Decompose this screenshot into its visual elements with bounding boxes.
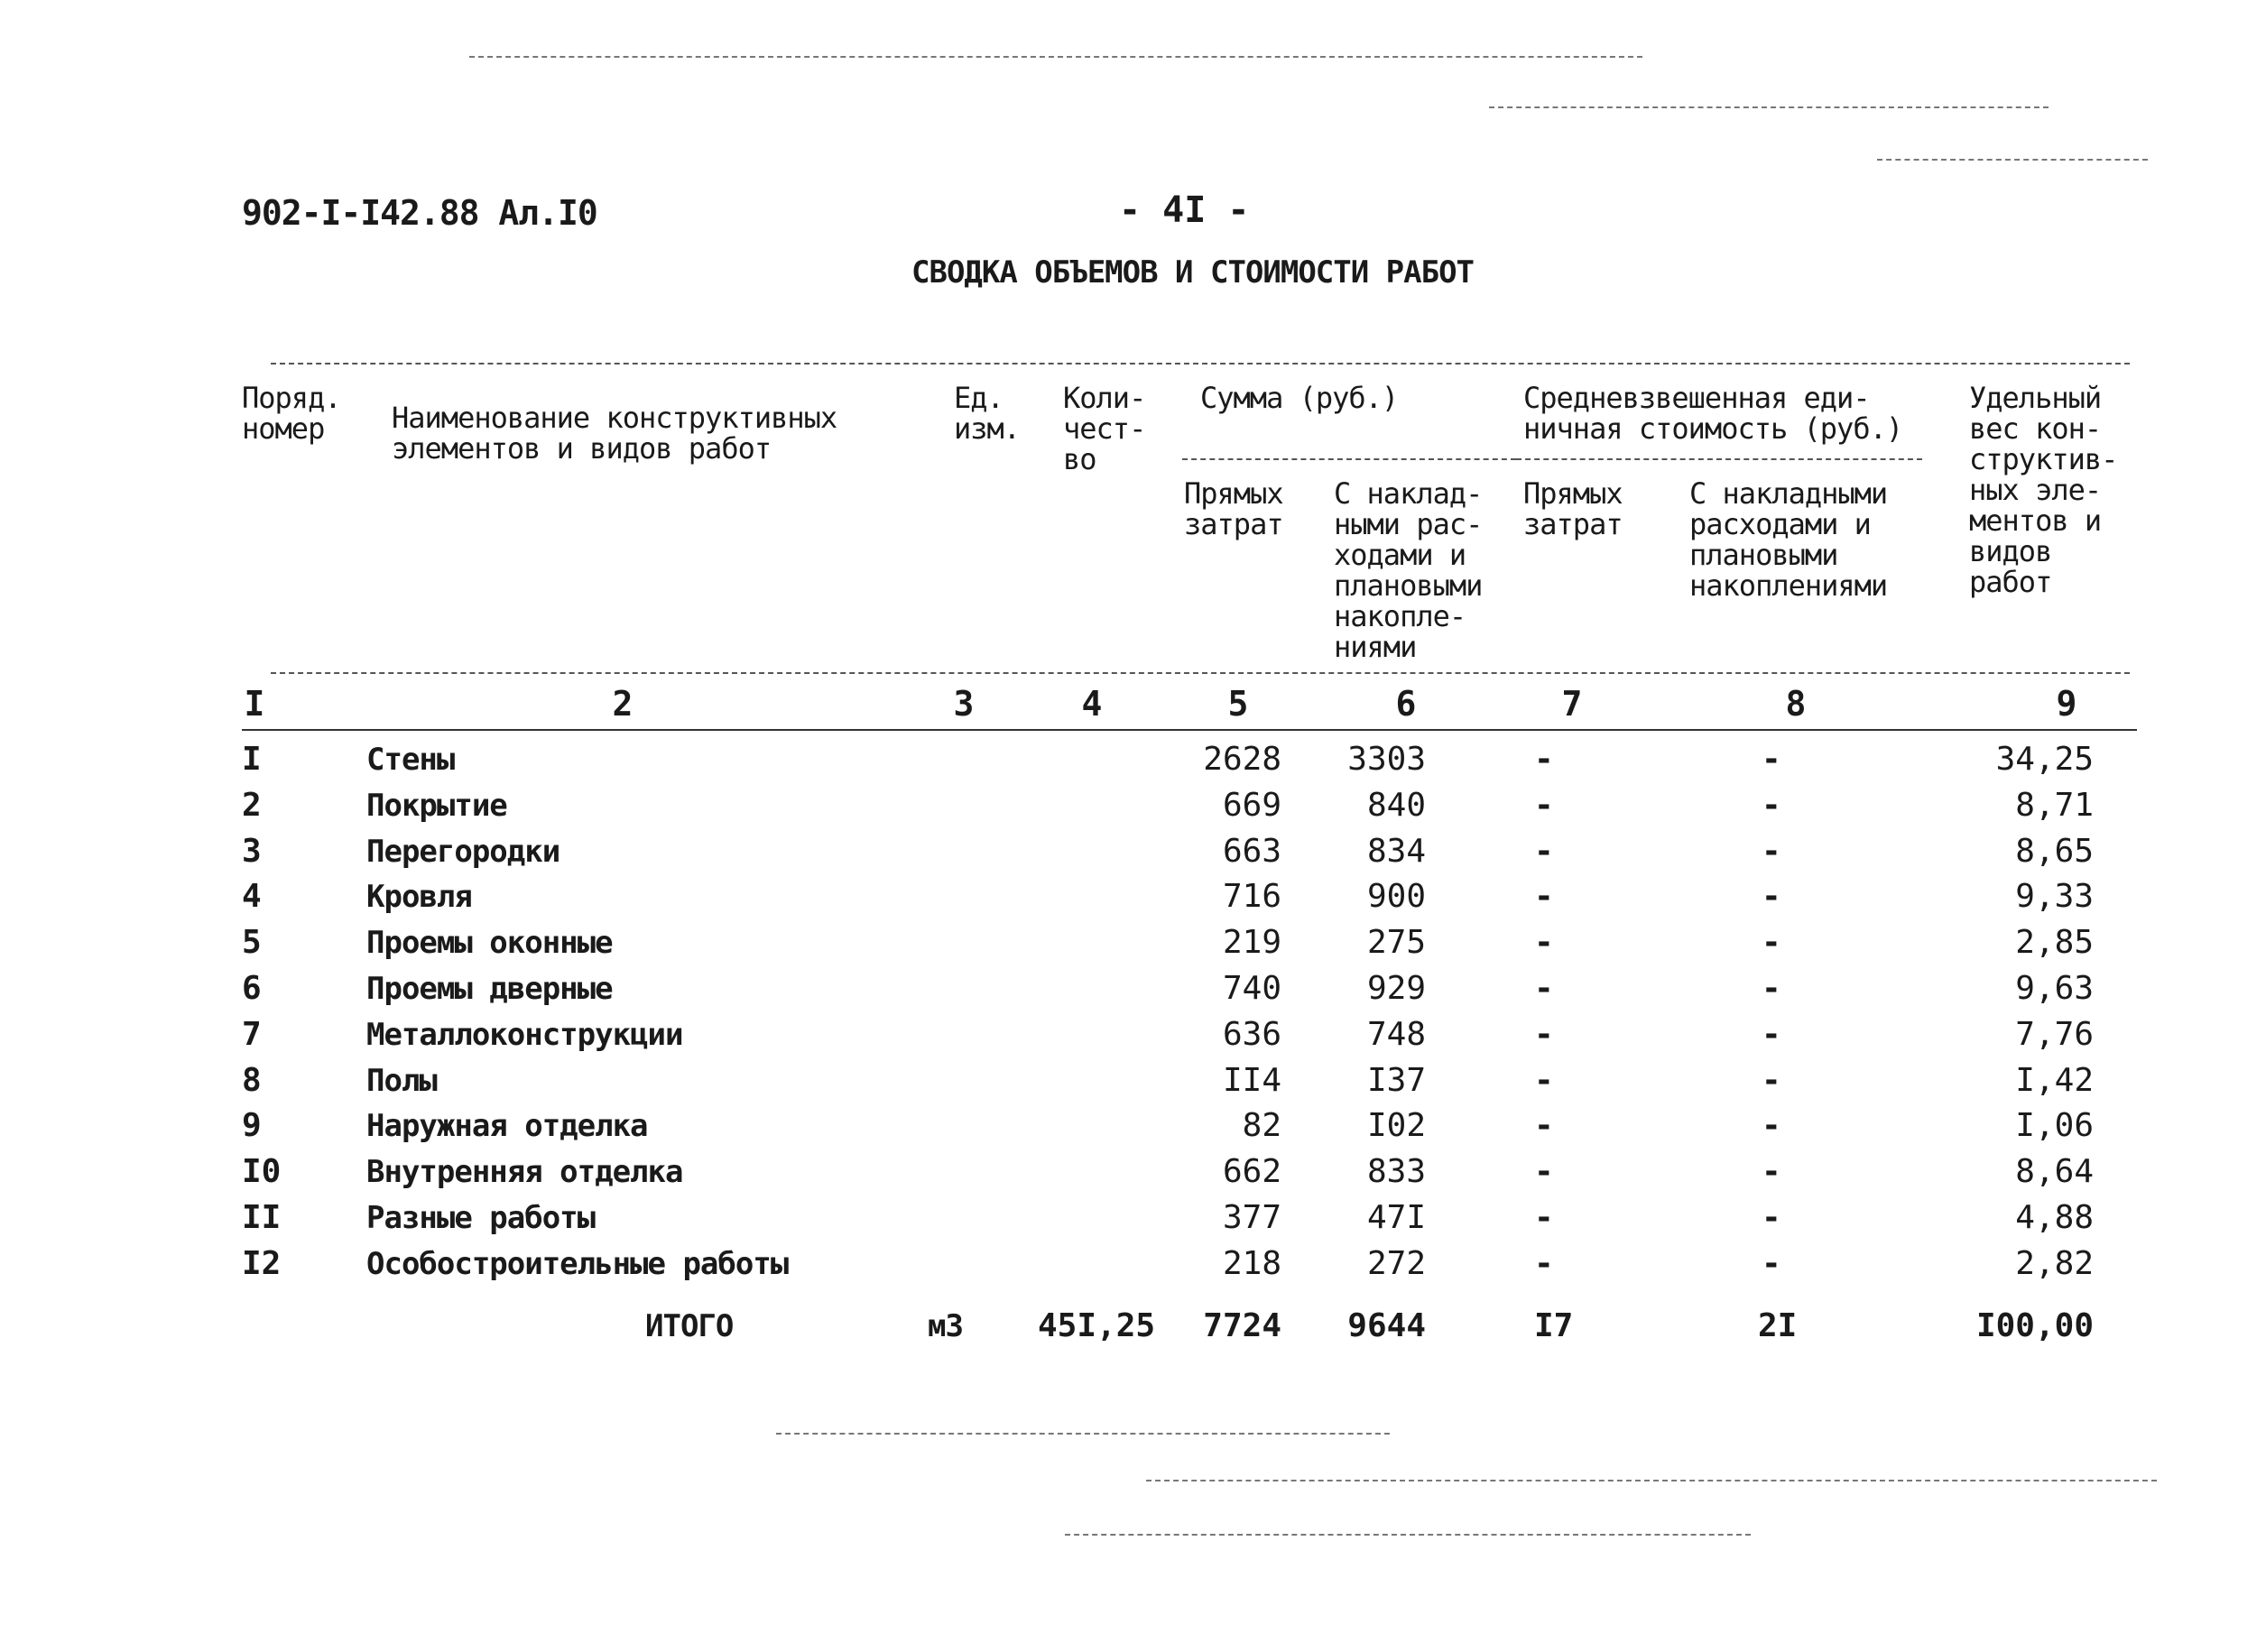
total-avg-overhead: 2I bbox=[1758, 1307, 1798, 1344]
document-code: 902-I-I42.88 Ал.I0 bbox=[242, 193, 597, 233]
column-number: 8 bbox=[1785, 684, 1807, 724]
column-number: 4 bbox=[1081, 684, 1103, 724]
row-sum-overhead: 748 bbox=[1366, 1016, 1426, 1053]
header-bottom-rule bbox=[271, 672, 2130, 674]
row-sum-overhead: 275 bbox=[1366, 924, 1426, 961]
row-element-name: Металлоконструкции bbox=[366, 1017, 683, 1053]
row-sum-direct: 740 bbox=[1222, 970, 1281, 1007]
column-number: 9 bbox=[2056, 684, 2077, 724]
row-avg-direct: - bbox=[1534, 1199, 1554, 1236]
row-avg-overhead: - bbox=[1762, 878, 1781, 915]
total-share: I00,00 bbox=[1975, 1307, 2094, 1344]
row-sum-overhead: I37 bbox=[1366, 1062, 1426, 1099]
total-unit: м3 bbox=[928, 1308, 963, 1344]
row-share: 8,65 bbox=[2015, 833, 2094, 870]
row-element-name: Перегородки bbox=[366, 834, 560, 870]
row-avg-direct: - bbox=[1534, 787, 1554, 824]
total-overhead: 9644 bbox=[1347, 1307, 1426, 1344]
column-number: 6 bbox=[1395, 684, 1417, 724]
row-avg-overhead: - bbox=[1762, 1107, 1781, 1144]
row-number: 7 bbox=[242, 1016, 262, 1053]
column-number: 3 bbox=[953, 684, 975, 724]
row-sum-overhead: 834 bbox=[1366, 833, 1426, 870]
row-share: 8,64 bbox=[2015, 1153, 2094, 1190]
row-avg-direct: - bbox=[1534, 1062, 1554, 1099]
row-element-name: Наружная отделка bbox=[366, 1108, 648, 1144]
row-number: I0 bbox=[242, 1153, 282, 1190]
row-avg-overhead: - bbox=[1762, 970, 1781, 1007]
row-avg-overhead: - bbox=[1762, 1016, 1781, 1053]
table-top-rule bbox=[271, 363, 2130, 365]
row-avg-overhead: - bbox=[1762, 741, 1781, 778]
row-sum-overhead: 929 bbox=[1366, 970, 1426, 1007]
row-sum-direct: 2628 bbox=[1203, 741, 1281, 778]
row-avg-overhead: - bbox=[1762, 1153, 1781, 1190]
row-sum-direct: 377 bbox=[1222, 1199, 1281, 1236]
row-number: 8 bbox=[242, 1062, 262, 1099]
row-share: 34,25 bbox=[1995, 741, 2094, 778]
total-label: ИТОГО bbox=[645, 1308, 734, 1344]
row-number: II bbox=[242, 1199, 282, 1236]
row-avg-direct: - bbox=[1534, 833, 1554, 870]
row-share: 8,71 bbox=[2015, 787, 2094, 824]
row-avg-overhead: - bbox=[1762, 833, 1781, 870]
row-share: I,06 bbox=[2015, 1107, 2094, 1144]
row-sum-direct: 82 bbox=[1242, 1107, 1281, 1144]
header-share: Удельный вес кон- структив- ных эле- ментов и видов работ bbox=[1969, 381, 2118, 599]
row-avg-overhead: - bbox=[1762, 1062, 1781, 1099]
column-number: 5 bbox=[1227, 684, 1249, 724]
row-sum-overhead: 272 bbox=[1366, 1245, 1426, 1282]
scan-mark bbox=[1489, 106, 2049, 108]
row-share: 9,33 bbox=[2015, 878, 2094, 915]
row-sum-direct: 663 bbox=[1222, 833, 1281, 870]
row-element-name: Кровля bbox=[366, 879, 472, 915]
row-element-name: Полы bbox=[366, 1063, 437, 1099]
page-title: СВОДКА ОБЪЕМОВ И СТОИМОСТИ РАБОТ bbox=[911, 254, 1475, 291]
column-number: 2 bbox=[612, 684, 634, 724]
header-order-number: Поряд. номер bbox=[242, 381, 341, 446]
row-element-name: Покрытие bbox=[366, 788, 507, 824]
scan-mark bbox=[1146, 1480, 2157, 1481]
row-share: 2,85 bbox=[2015, 924, 2094, 961]
scan-mark bbox=[776, 1433, 1390, 1435]
row-element-name: Внутренняя отделка bbox=[366, 1154, 683, 1190]
header-sum-overhead: С наклад- ными рас- ходами и плановыми накопле- ниями bbox=[1334, 476, 1483, 664]
row-sum-overhead: 3303 bbox=[1347, 741, 1426, 778]
row-avg-direct: - bbox=[1534, 1016, 1554, 1053]
row-element-name: Разные работы bbox=[366, 1200, 596, 1236]
row-sum-overhead: 900 bbox=[1366, 878, 1426, 915]
row-avg-direct: - bbox=[1534, 741, 1554, 778]
row-avg-direct: - bbox=[1534, 924, 1554, 961]
sum-group-rule bbox=[1182, 458, 1516, 460]
row-sum-direct: 716 bbox=[1222, 878, 1281, 915]
row-number: 2 bbox=[242, 787, 262, 824]
row-sum-direct: 218 bbox=[1222, 1245, 1281, 1282]
row-share: 7,76 bbox=[2015, 1016, 2094, 1053]
row-share: I,42 bbox=[2015, 1062, 2094, 1099]
row-element-name: Особостроительные работы bbox=[366, 1246, 789, 1282]
header-sum-group: Сумма (руб.) bbox=[1200, 381, 1399, 415]
total-quantity: 45I,25 bbox=[1038, 1307, 1156, 1344]
scan-mark bbox=[1877, 159, 2148, 161]
row-number: 3 bbox=[242, 833, 262, 870]
total-avg-direct: I7 bbox=[1534, 1307, 1574, 1344]
row-avg-direct: - bbox=[1534, 1107, 1554, 1144]
row-avg-overhead: - bbox=[1762, 787, 1781, 824]
row-avg-overhead: - bbox=[1762, 1245, 1781, 1282]
row-number: 4 bbox=[242, 878, 262, 915]
header-element-name: Наименование конструктивных элементов и видов работ bbox=[392, 401, 837, 466]
row-share: 4,88 bbox=[2015, 1199, 2094, 1236]
column-numbers-rule bbox=[242, 729, 2137, 731]
row-element-name: Проемы оконные bbox=[366, 925, 613, 961]
row-share: 9,63 bbox=[2015, 970, 2094, 1007]
row-number: 6 bbox=[242, 970, 262, 1007]
row-sum-direct: 669 bbox=[1222, 787, 1281, 824]
row-share: 2,82 bbox=[2015, 1245, 2094, 1282]
row-sum-direct: 662 bbox=[1222, 1153, 1281, 1190]
row-avg-direct: - bbox=[1534, 970, 1554, 1007]
row-avg-overhead: - bbox=[1762, 924, 1781, 961]
row-avg-direct: - bbox=[1534, 1153, 1554, 1190]
scan-mark bbox=[1065, 1534, 1751, 1536]
row-number: I2 bbox=[242, 1245, 282, 1282]
row-sum-direct: 636 bbox=[1222, 1016, 1281, 1053]
row-number: 9 bbox=[242, 1107, 262, 1144]
row-element-name: Проемы дверные bbox=[366, 971, 613, 1007]
row-sum-overhead: 47I bbox=[1366, 1199, 1426, 1236]
scan-mark bbox=[469, 56, 1642, 58]
row-number: I bbox=[242, 741, 262, 778]
row-sum-overhead: I02 bbox=[1366, 1107, 1426, 1144]
page-number: - 4I - bbox=[1119, 189, 1250, 231]
row-sum-overhead: 833 bbox=[1366, 1153, 1426, 1190]
header-avg-direct: Прямых затрат bbox=[1523, 476, 1623, 541]
row-sum-direct: II4 bbox=[1222, 1062, 1281, 1099]
total-direct: 7724 bbox=[1203, 1307, 1281, 1344]
header-sum-direct: Прямых затрат bbox=[1184, 476, 1283, 541]
row-number: 5 bbox=[242, 924, 262, 961]
header-quantity: Коли- чест- во bbox=[1063, 381, 1146, 476]
column-number: 7 bbox=[1561, 684, 1583, 724]
avg-group-rule bbox=[1516, 458, 1922, 460]
header-avg-group: Средневзвешенная еди- ничная стоимость (руб.) bbox=[1523, 381, 1903, 446]
row-avg-direct: - bbox=[1534, 1245, 1554, 1282]
header-unit: Ед. изм. bbox=[954, 381, 1021, 446]
row-element-name: Стены bbox=[366, 742, 455, 778]
row-avg-overhead: - bbox=[1762, 1199, 1781, 1236]
column-number: I bbox=[244, 684, 265, 724]
row-sum-direct: 219 bbox=[1222, 924, 1281, 961]
row-avg-direct: - bbox=[1534, 878, 1554, 915]
row-sum-overhead: 840 bbox=[1366, 787, 1426, 824]
header-avg-overhead: С накладными расходами и плановыми накоплениями bbox=[1689, 476, 1888, 603]
